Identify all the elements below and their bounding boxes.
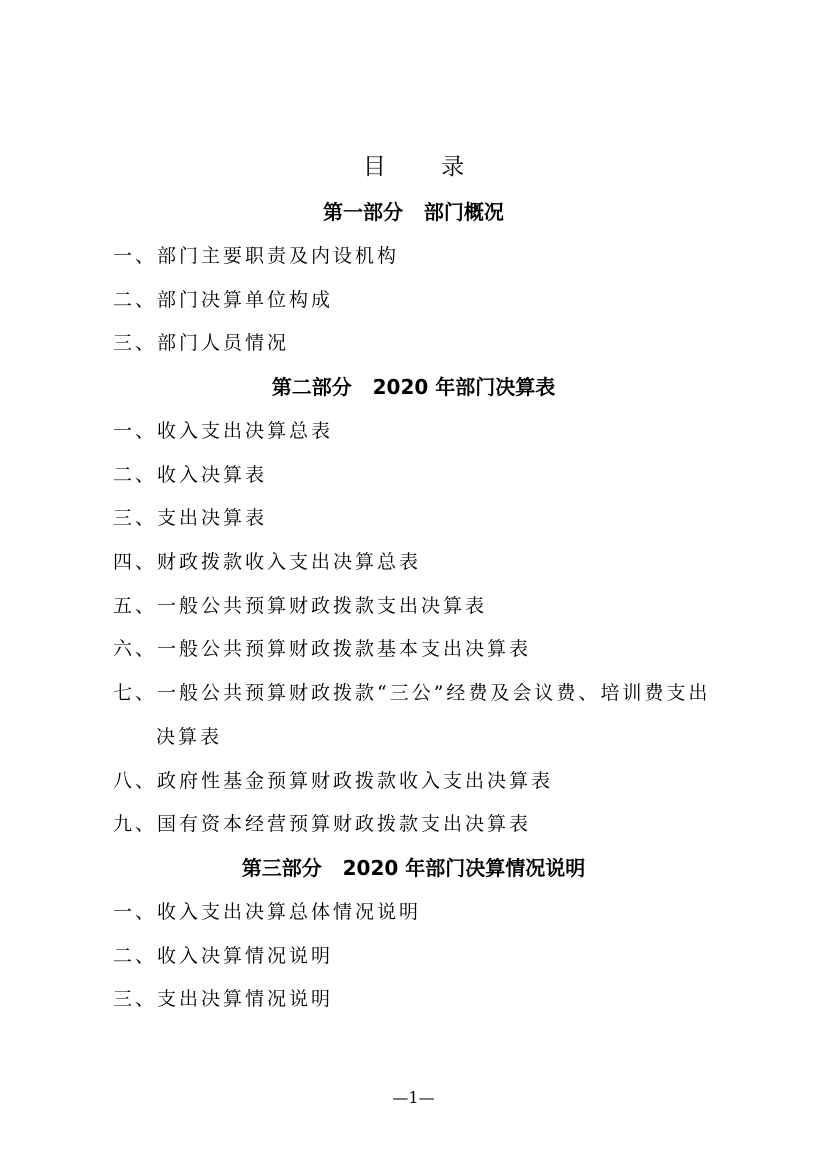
toc-item (113, 678, 733, 752)
part-3-heading: 第三部分 2020 年部门决算情况说明 (241, 856, 586, 880)
toc-item: 一、收入支出决算总表 (113, 420, 334, 442)
toc-item: 二、收入决算情况说明 (113, 945, 334, 967)
toc-item: 四、财政拨款收入支出决算总表 (113, 551, 422, 573)
toc-item: 六、一般公共预算财政拨款基本支出决算表 (113, 638, 532, 660)
toc-item-line2: 决算表 (156, 726, 223, 748)
toc-item: 二、收入决算表 (113, 464, 268, 486)
toc-item-line1: 七、一般公共预算财政拨款“三公”经费及会议费、培训费支出 (113, 682, 711, 704)
page-number: —1— (392, 1088, 435, 1107)
toc-item: 三、支出决算表 (113, 507, 268, 529)
part-2-heading: 第二部分 2020 年部门决算表 (271, 375, 556, 399)
toc-item: 三、部门人员情况 (113, 332, 290, 354)
toc-item: 二、部门决算单位构成 (113, 289, 334, 311)
part-1-heading: 第一部分 部门概况 (323, 200, 504, 224)
toc-item: 九、国有资本经营预算财政拨款支出决算表 (113, 813, 532, 835)
toc-item: 三、支出决算情况说明 (113, 988, 334, 1010)
toc-title: 目 录 (362, 154, 489, 180)
toc-item: 一、部门主要职责及内设机构 (113, 245, 400, 267)
toc-item: 五、一般公共预算财政拨款支出决算表 (113, 595, 488, 617)
toc-item: 八、政府性基金预算财政拨款收入支出决算表 (113, 770, 554, 792)
toc-item: 一、收入支出决算总体情况说明 (113, 901, 422, 923)
